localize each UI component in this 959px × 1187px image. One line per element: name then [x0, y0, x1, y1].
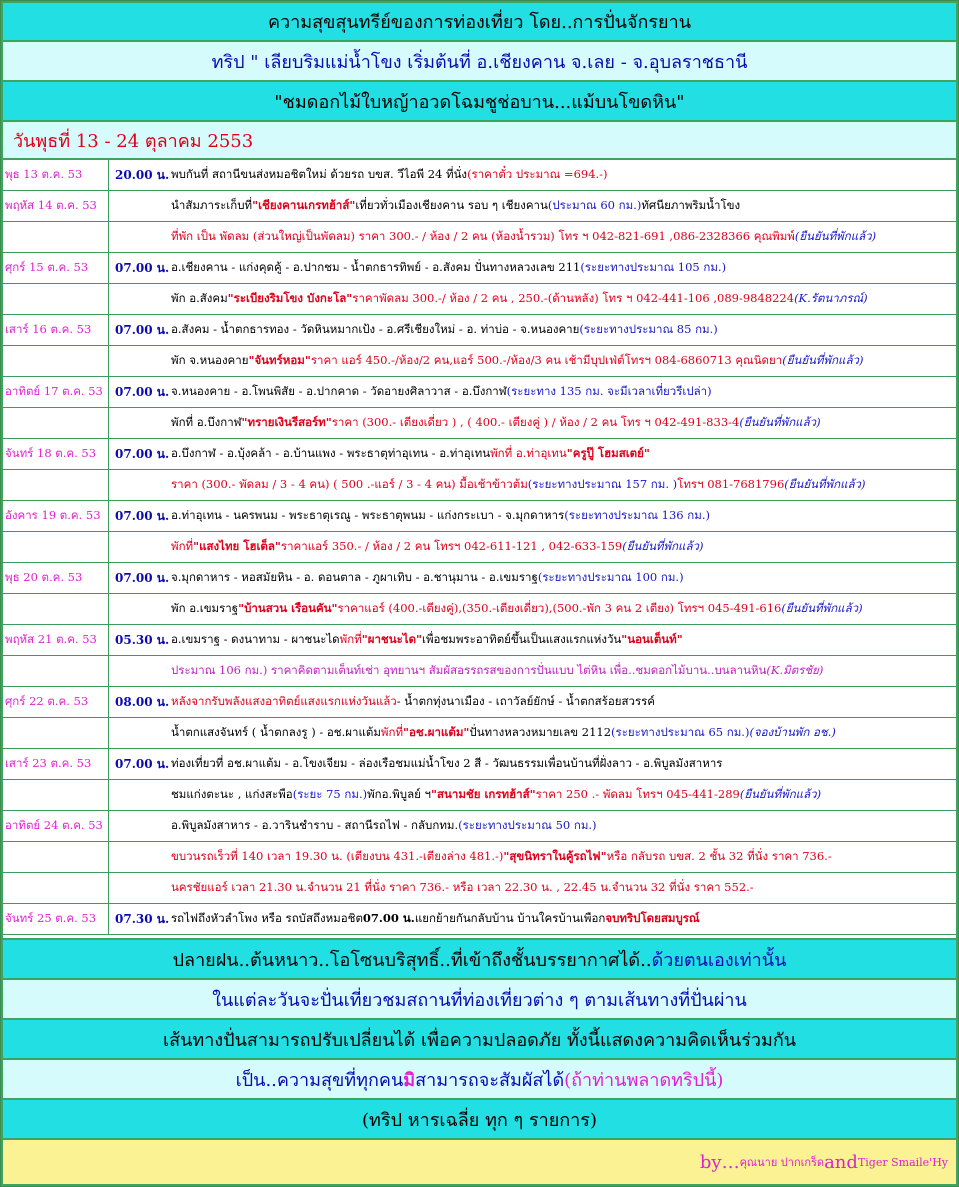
footer-line-5	[3, 1100, 956, 1138]
schedule-table	[3, 160, 956, 938]
row-details	[167, 904, 954, 934]
detail-segment: ราคา 250 .- พัดลม โทรฯ 045-441-289	[535, 787, 740, 801]
detail-segment: อ.ท่าอุเทน - นครพนม - พระธาตุเรณู - พระธาตุพนม - แก่งกระเบา - จ.มุกดาหาร	[171, 508, 565, 522]
title-text: ความสุขสุนทรีย์ของการท่องเที่ยว โดย..การปั่นจักรยาน	[267, 12, 692, 33]
detail-segment: - น้ำตกทุ่งนาเมือง - เถาวัลย์ยักษ์ - น้ำตกสร้อยสวรรค์	[396, 694, 655, 708]
row-details	[167, 563, 954, 593]
footer-line-5-text: (ทริป หารเฉลี่ย ทุก ๆ รายการ)	[362, 1109, 597, 1131]
row-time	[109, 222, 167, 252]
detail-segment: พบกันที่ สถานีขนส่งหมอชิตใหม่ ด้วยรถ บขส. วีไอพี 24 ที่นั่ง	[171, 167, 468, 181]
row-details	[167, 780, 954, 810]
trip-slogan	[3, 82, 956, 120]
schedule-row	[3, 222, 956, 253]
detail-segment: เพื่อชมพระอาทิตย์ขึ้นเป็นแสงแรกแห่งวัน	[422, 632, 622, 646]
schedule-row	[3, 873, 956, 904]
detail-segment: ขบวนรถเร็วที่ 140 เวลา 19.30 น. (เตียงบน 431.-เตียงล่าง 481.-)	[171, 849, 504, 863]
row-day	[3, 656, 109, 686]
row-details	[167, 532, 954, 562]
detail-segment: (ระยะทางประมาณ 100 กม.)	[537, 570, 684, 584]
row-details	[167, 191, 954, 221]
row-time: 07.00 น.	[115, 322, 170, 337]
row-time: 07.00 น.	[115, 446, 170, 461]
row-details	[167, 501, 954, 531]
row-time: 05.30 น.	[115, 632, 170, 647]
footer-line-4-a: เป็น..ความสุขที่ทุกคน	[235, 1069, 404, 1091]
detail-segment: (K.มิตรชัย)	[766, 663, 824, 677]
row-details	[167, 408, 954, 438]
detail-segment: อ.สังคม - น้ำตกธารทอง - วัดหินหมากเป้ง - อ.ศรีเชียงใหม่ - อ. ท่าบ่อ - จ.หนองคาย	[171, 322, 580, 336]
detail-segment: แยกย้ายกันกลับบ้าน บ้านใครบ้านเพือก	[414, 911, 606, 925]
row-time	[109, 811, 167, 841]
row-day	[3, 346, 109, 376]
footer-line-4-c: สามารถจะสัมผัสได้	[415, 1069, 565, 1091]
detail-segment: "เชียงคานเกรทฮ้าส์"	[252, 198, 356, 212]
footer-line-4-b: มิ	[403, 1069, 416, 1091]
detail-segment: อ.เขมราฐ - ดงนาทาม - ผาชนะได	[171, 632, 340, 646]
schedule-row	[3, 470, 956, 501]
byline-and: and	[824, 1151, 858, 1173]
detail-segment: ท่องเที่ยวที่ อช.ผาแต้ม - อ.โขงเจียม - ล่องเรือชมแม่น้ำโขง 2 สี - วัฒนธรรมเพื่อนบ้านที่ฝั่งลาว - อ.พิบูลมังสาหาร	[171, 756, 723, 770]
row-details	[167, 222, 954, 252]
detail-segment: (ยืนยันที่พักแล้ว)	[794, 229, 877, 243]
detail-segment: "ครูปู๊ โฮมสเตย์"	[566, 446, 650, 460]
schedule-row	[3, 625, 956, 656]
row-time	[109, 780, 167, 810]
detail-segment: จ.มุกดาหาร - หอสมัยหิน - อ. ดอนตาล - ภูผาเทิบ - อ.ชานุมาน - อ.เขมราฐ	[171, 570, 538, 584]
row-time: 20.00 น.	[115, 167, 170, 182]
detail-segment: พัก อ.สังคม	[171, 291, 228, 305]
detail-segment: อ.พิบูลมังสาหาร - อ.วารินชำราบ - สถานีรถไฟ - กลับกทม.	[171, 818, 459, 832]
row-day	[3, 408, 109, 438]
row-details	[167, 811, 954, 841]
schedule-row	[3, 315, 956, 346]
schedule-row	[3, 346, 956, 377]
row-time	[109, 656, 167, 686]
byline-author-2: Tiger Smaile'Hy	[857, 1155, 948, 1169]
detail-segment: นครชัยแอร์ เวลา 21.30 น.จำนวน 21 ที่นั่ง ราคา 736.- หรือ เวลา 22.30 น. , 22.45 น.จำนวน 32 ที่นั่ง ราคา 552.-	[171, 880, 754, 894]
footer-line-1-emph: ด้วยตนเองเท่านั้น	[651, 949, 787, 971]
detail-segment: พัก อ.เขมราฐ	[171, 601, 239, 615]
detail-segment: "สนามชัย เกรทฮ้าส์"	[430, 787, 536, 801]
detail-segment: ราคาแอร์ 350.- / ห้อง / 2 คน โทรฯ 042-611-121 , 042-633-159	[280, 539, 623, 553]
schedule-row	[3, 594, 956, 625]
schedule-row	[3, 749, 956, 780]
detail-segment: อ.เชียงคาน - แก่งคุดคู้ - อ.ปากชม - น้ำตกธารทิพย์ - อ.สังคม ปั่นทางหลวงเลข 211	[171, 260, 581, 274]
schedule-row	[3, 377, 956, 408]
row-time	[109, 718, 167, 748]
schedule-row	[3, 501, 956, 532]
row-day: ศุกร์ 22 ต.ค. 53	[3, 687, 109, 717]
detail-segment: น้ำตกแสงจันทร์ ( น้ำตกลงรู ) - อช.ผาแต้ม	[171, 725, 381, 739]
detail-segment: ราคาพัดลม 300.-/ ห้อง / 2 คน , 250.-(ด้านหลัง) โทร ฯ 042-441-106 ,089-9848224	[352, 291, 795, 305]
detail-segment: ทัศนียภาพริมน้ำโขง	[641, 198, 741, 212]
row-day: ศุกร์ 15 ต.ค. 53	[3, 253, 109, 283]
footer-line-2-text: ในแต่ละวันจะปั่นเที่ยวชมสถานที่ท่องเที่ยวต่าง ๆ ตามเส้นทางที่ปั่นผ่าน	[212, 989, 747, 1011]
row-time	[109, 408, 167, 438]
row-time: 07.00 น.	[115, 570, 170, 585]
detail-segment: "ผาชนะได"	[361, 632, 423, 646]
row-day	[3, 470, 109, 500]
schedule-row	[3, 718, 956, 749]
row-day: พุธ 13 ต.ค. 53	[3, 160, 109, 190]
detail-segment: (K.รัตนาภรณ์)	[794, 291, 868, 305]
footer-line-4	[3, 1060, 956, 1098]
row-time	[109, 191, 167, 221]
footer-line-4-d: (ถ้าท่านพลาดทริปนี้)	[564, 1069, 724, 1091]
detail-segment: "ระเบียงริมโขง บังกะโล"	[227, 291, 353, 305]
detail-segment: (ประมาณ 60 กม.)	[547, 198, 642, 212]
detail-segment: (ยืนยันที่พักแล้ว)	[784, 477, 866, 491]
detail-segment: โทรฯ 081-7681796	[677, 477, 785, 491]
footer-line-3	[3, 1020, 956, 1058]
detail-segment: (ยืนยันที่พักแล้ว)	[622, 539, 704, 553]
row-details	[167, 439, 954, 469]
row-details	[167, 315, 954, 345]
row-details	[167, 873, 954, 903]
row-day: เสาร์ 16 ต.ค. 53	[3, 315, 109, 345]
row-details	[167, 160, 954, 190]
row-details	[167, 842, 954, 872]
row-time	[109, 842, 167, 872]
row-details	[167, 656, 954, 686]
row-time: 07.00 น.	[115, 384, 170, 399]
row-details	[167, 687, 954, 717]
schedule-row	[3, 656, 956, 687]
detail-segment: "จันทร์หอม"	[248, 353, 311, 367]
row-time: 07.00 น.	[115, 508, 170, 523]
footer-line-3-text: เส้นทางปั่นสามารถปรับเปลี่ยนได้ เพื่อความปลอดภัย ทั้งนี้แสดงความคิดเห็นร่วมกัน	[162, 1029, 797, 1051]
row-day: เสาร์ 23 ต.ค. 53	[3, 749, 109, 779]
detail-segment: (ระยะทาง 135 กม. จะมีเวลาเที่ยวรีเปล่า)	[506, 384, 712, 398]
detail-segment: (ยืนยันที่พักแล้ว)	[739, 787, 822, 801]
detail-segment: (ระยะทางประมาณ 105 กม.)	[580, 260, 727, 274]
schedule-row	[3, 904, 956, 935]
row-day: อาทิตย์ 24 ต.ค. 53	[3, 811, 109, 841]
detail-segment: (ระยะทางประมาณ 85 กม.)	[579, 322, 718, 336]
row-details	[167, 718, 954, 748]
date-range-text: วันพุธที่ 13 - 24 ตุลาคม 2553	[13, 130, 254, 152]
row-time: 08.00 น.	[115, 694, 170, 709]
schedule-row	[3, 408, 956, 439]
byline	[3, 1140, 956, 1184]
detail-segment: พัก จ.หนองคาย	[171, 353, 249, 367]
row-details	[167, 594, 954, 624]
detail-segment: อ.บึงกาฬ - อ.บุ้งคล้า - อ.บ้านแพง - พระธาตุท่าอุเทน - อ.ท่าอุเทน	[171, 446, 491, 460]
row-day: จันทร์ 18 ต.ค. 53	[3, 439, 109, 469]
detail-segment: ที่พัก เป็น พัดลม (ส่วนใหญ่เป็นพัดลม) ราคา 300.- / ห้อง / 2 คน (ห้องน้ำรวม) โทร ฯ 042-821-691 ,086-2328366 คุณพิมพ์	[171, 229, 795, 243]
detail-segment: จบทริปโดยสมบูรณ์	[605, 911, 700, 925]
schedule-row	[3, 160, 956, 191]
detail-segment: พักที่	[339, 632, 362, 646]
row-time	[109, 532, 167, 562]
detail-segment: (ระยะทางประมาณ 50 กม.)	[458, 818, 597, 832]
row-time	[109, 873, 167, 903]
row-day	[3, 718, 109, 748]
row-details	[167, 377, 954, 407]
schedule-row	[3, 780, 956, 811]
detail-segment: (ยืนยันที่พักแล้ว)	[781, 601, 863, 615]
detail-segment: พักที่ อ.ท่าอุเทน	[490, 446, 567, 460]
schedule-row	[3, 439, 956, 470]
detail-segment: "ทรายเงินรีสอร์ท"	[241, 415, 332, 429]
detail-segment: (ระยะ 75 กม.)	[292, 787, 368, 801]
row-day: อาทิตย์ 17 ต.ค. 53	[3, 377, 109, 407]
detail-segment: "นอนเต็นท์"	[621, 632, 683, 646]
detail-segment: พักที่ อ.บึงกาฬ	[171, 415, 242, 429]
detail-segment: (ยืนยันที่พักแล้ว)	[739, 415, 821, 429]
row-details	[167, 470, 954, 500]
row-day: อังคาร 19 ต.ค. 53	[3, 501, 109, 531]
detail-segment: พักที่	[171, 539, 194, 553]
detail-segment: 07.00 น.	[362, 911, 415, 925]
row-day	[3, 594, 109, 624]
row-time: 07.30 น.	[115, 911, 170, 926]
detail-segment: หลังจากรับพลังแสงอาทิตย์แสงแรกแห่งวันแล้ว	[171, 694, 397, 708]
row-time	[109, 470, 167, 500]
page-title	[3, 3, 956, 40]
row-day	[3, 842, 109, 872]
detail-segment: "อช.ผาแต้ม"	[403, 725, 470, 739]
detail-segment: พักที่	[380, 725, 404, 739]
footer-line-1	[3, 940, 956, 978]
schedule-row	[3, 687, 956, 718]
row-day	[3, 780, 109, 810]
detail-segment: ราคา (300.- เตียงเดี่ยว ) , ( 400.- เตียงคู่ ) / ห้อง / 2 คน โทร ฯ 042-491-833-4	[331, 415, 740, 429]
row-day: พฤหัส 14 ต.ค. 53	[3, 191, 109, 221]
detail-segment: (ระยะทางประมาณ 65 กม.)	[611, 725, 750, 739]
detail-segment: (ราคาตั๋ว ประมาณ =694.-)	[467, 167, 608, 181]
row-day: พฤหัส 21 ต.ค. 53	[3, 625, 109, 655]
row-details	[167, 284, 954, 314]
row-day	[3, 532, 109, 562]
footer-line-2	[3, 980, 956, 1018]
detail-segment: เที่ยวทั่วเมืองเชียงคาน รอบ ๆ เชียงคาน	[355, 198, 548, 212]
detail-segment: ราคา แอร์ 450.-/ห้อง/2 คน,แอร์ 500.-/ห้อง/3 คน เช้ามีบุปเฟ่ต์โทรฯ 084-6860713 คุณนิดยา	[310, 353, 783, 367]
row-time	[109, 346, 167, 376]
schedule-row	[3, 532, 956, 563]
detail-segment: "แสงไทย โฮเต็ล"	[193, 539, 281, 553]
detail-segment: รถไฟถึงหัวลำโพง หรือ รถบัสถึงหมอชิต	[171, 911, 363, 925]
schedule-row	[3, 253, 956, 284]
row-day	[3, 873, 109, 903]
detail-segment: (ระยะทางประมาณ 157 กม. )	[527, 477, 678, 491]
detail-segment: หรือ กลับรถ บขส. 2 ชั้น 32 ที่นั่ง ราคา 736.-	[606, 849, 832, 863]
detail-segment: ประมาณ 106 กม.) ราคาคิดตามเต็นท์เช่า อุทยานฯ สัมผัสอรรถรสของการปั่นแบบ ไต่หิน เพื่อ..ชมดอกไม้บาน..บนลานหิน	[171, 663, 767, 677]
trip-route	[3, 42, 956, 80]
detail-segment: ราคา (300.- พัดลม / 3 - 4 คน) ( 500 .-แอร์ / 3 - 4 คน) มื้อเช้าข้าวต้ม	[171, 477, 528, 491]
schedule-row	[3, 842, 956, 873]
schedule-row	[3, 563, 956, 594]
detail-segment: ชมแก่งตะนะ , แก่งสะพือ	[171, 787, 293, 801]
trip-text: ทริป " เลียบริมแม่น้ำโขง เริ่มต้นที่ อ.เชียงคาน จ.เลย - จ.อุบลราชธานี	[211, 51, 748, 73]
detail-segment: ปั่นทางหลวงหมายเลข 2112	[469, 725, 612, 739]
row-details	[167, 346, 954, 376]
schedule-row	[3, 191, 956, 222]
byline-by: by…	[699, 1151, 740, 1173]
row-details	[167, 625, 954, 655]
row-day: จันทร์ 25 ต.ค. 53	[3, 904, 109, 934]
detail-segment: จ.หนองคาย - อ.โพนพิสัย - อ.ปากคาด - วัดอายงศิลาวาส - อ.บึงกาฬ	[171, 384, 507, 398]
schedule-row	[3, 284, 956, 315]
row-time	[109, 284, 167, 314]
slogan-text: "ชมดอกไม้ใบหญ้าอวดโฉมชูช่อบาน...แม้บนโขดหิน"	[274, 91, 685, 113]
schedule-row	[3, 811, 956, 842]
detail-segment: (จองบ้านพัก อช.)	[749, 725, 836, 739]
detail-segment: พักอ.พิบูลย์ ฯ	[367, 787, 431, 801]
row-time	[109, 594, 167, 624]
footer-line-1-text: ปลายฝน..ต้นหนาว..โอโซนบริสุทธิ์..ที่เข้าถึงชั้นบรรยากาศได้..	[172, 949, 652, 971]
detail-segment: "สุขนิทราในคู้รถไฟ"	[503, 849, 607, 863]
row-day: พุธ 20 ต.ค. 53	[3, 563, 109, 593]
row-details	[167, 253, 954, 283]
byline-author-1: คุณนาย ปากเกร็ด	[739, 1156, 825, 1169]
detail-segment: "บ้านสวน เรือนคัน"	[238, 601, 338, 615]
date-range	[3, 122, 956, 158]
detail-segment: (ระยะทางประมาณ 136 กม.)	[564, 508, 710, 522]
row-time: 07.00 น.	[115, 756, 170, 771]
row-details	[167, 749, 954, 779]
detail-segment: (ยืนยันที่พักแล้ว)	[782, 353, 864, 367]
row-day	[3, 222, 109, 252]
detail-segment: นำสัมภาระเก็บที่	[171, 198, 253, 212]
detail-segment: ราคาแอร์ (400.-เตียงคู่),(350.-เตียงเดี่ยว),(500.-พัก 3 คน 2 เตียง) โทรฯ 045-491-616	[337, 601, 782, 615]
row-day	[3, 284, 109, 314]
row-time: 07.00 น.	[115, 260, 170, 275]
